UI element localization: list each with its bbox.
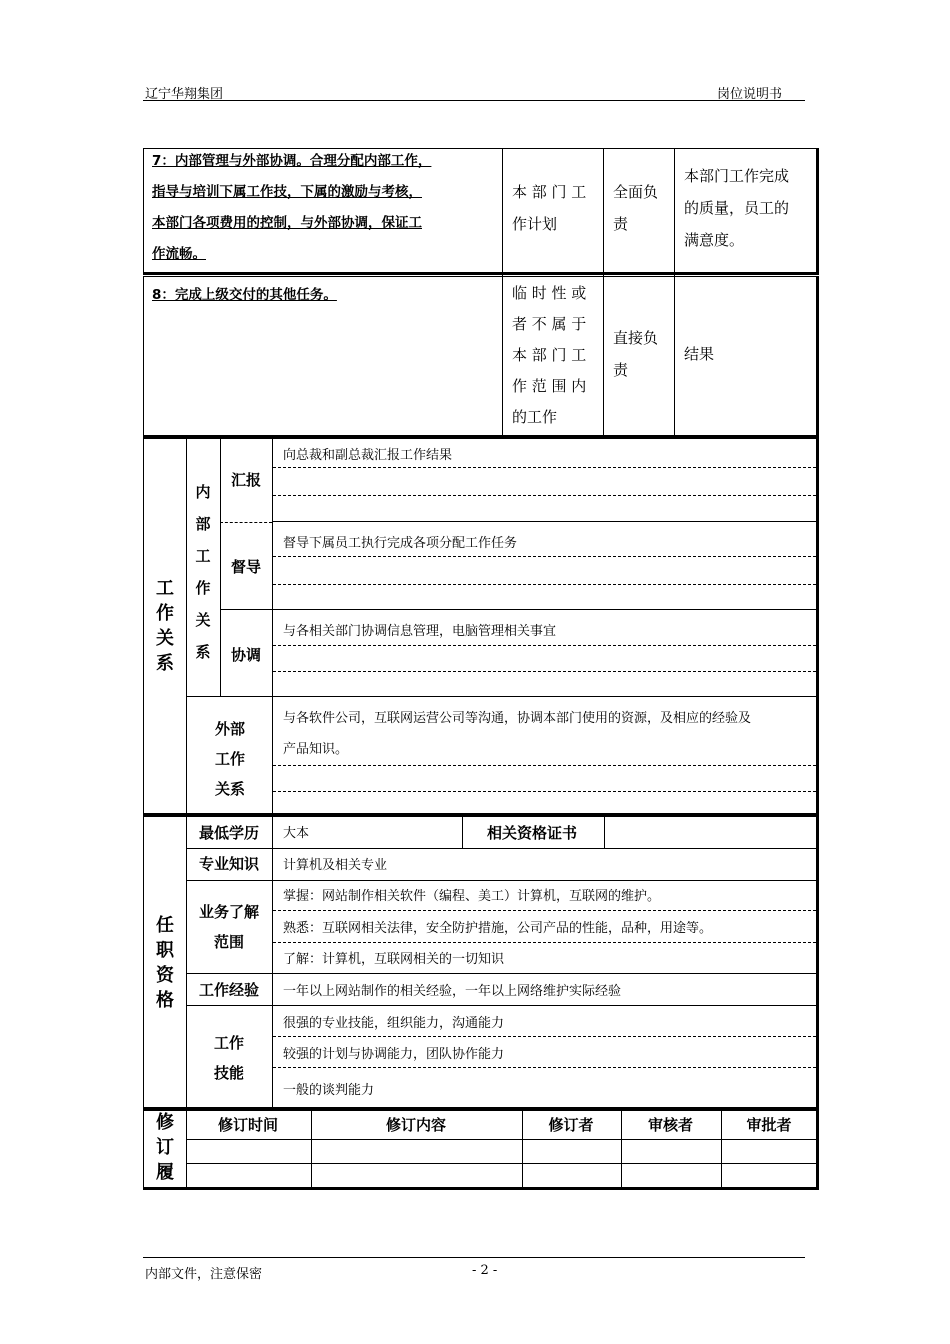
coordinate-label: 协调 [230,646,261,664]
duty-8-basis: 临 时 性 或 者 不 属 于 本 部 门 工 作 范 围 内 的工作 [512,284,587,426]
revision-section-label: 修 订 履 [156,1112,174,1183]
relations-section-label: 工 作 关 系 [156,578,174,674]
external-relations-label: 外部 工作 关系 [214,720,245,798]
business-scope-understand: 了解：计算机，互联网相关的一切知识 [283,952,505,967]
education-value: 大本 [283,826,310,841]
header-doc-title: 岗位说明书 [717,87,783,102]
duty-8-text: 8：完成上级交付的其他任务。 [152,287,337,303]
duty-8-responsibility: 直接负 责 [613,329,659,379]
coordinate-text: 与各相关部门协调信息管理，电脑管理相关事宜 [283,624,557,639]
qualifications-section-label: 任 职 资 格 [156,915,174,1011]
duty-8-standard: 结果 [684,345,715,363]
knowledge-label: 专业知识 [198,855,259,873]
internal-relations-label: 内 部 工 作 关 系 [195,483,211,661]
external-text-line-1: 与各软件公司，互联网运营公司等沟通，协调本部门使用的资源，及相应的经验及 [283,711,752,726]
business-scope-master: 掌握：网站制作相关软件（编程、美工）计算机，互联网的维护。 [283,889,661,904]
revision-col-time: 修订时间 [217,1116,278,1134]
duty-7-text: 7：内部管理与外部协调。合理分配内部工作， 指导与培训下属工作技，下属的激励与考核， 本部门各项费用的控制，与外部协调，保证工 作流畅。 [152,153,432,262]
revision-col-approver: 审批者 [746,1116,792,1134]
revision-col-content: 修订内容 [385,1116,446,1134]
duty-7-basis: 本 部 门 工 作计划 [512,183,587,233]
page-number: - 2 - [472,1263,498,1278]
skills-line-1: 很强的专业技能，组织能力，沟通能力 [283,1016,505,1031]
report-text: 向总裁和副总裁汇报工作结果 [283,448,453,463]
duty-7-responsibility: 全面负 责 [613,183,659,233]
skills-line-3: 一般的谈判能力 [283,1083,375,1098]
certificate-label: 相关资格证书 [486,824,577,842]
skills-line-2: 较强的计划与协调能力，团队协作能力 [283,1047,505,1062]
footer-rule [143,1257,805,1258]
footer-confidential: 内部文件，注意保密 [145,1267,263,1282]
skills-label: 工作 技能 [213,1034,244,1082]
experience-value: 一年以上网站制作的相关经验，一年以上网络维护实际经验 [283,984,622,999]
experience-label: 工作经验 [198,981,259,999]
business-scope-familiar: 熟悉：互联网相关法律，安全防护措施，公司产品的性能，品种，用途等。 [283,921,713,936]
header-company: 辽宁华翔集团 [145,87,224,102]
header-rule [143,100,805,101]
revision-col-reviser: 修订者 [548,1116,594,1134]
report-label: 汇报 [230,471,261,489]
supervise-text: 督导下属员工执行完成各项分配工作任务 [283,536,518,551]
knowledge-value: 计算机及相关专业 [283,858,388,873]
revision-col-reviewer: 审核者 [647,1116,693,1134]
duty-7-standard: 本部门工作完成 的质量，员工的 满意度。 [684,167,790,249]
supervise-label: 督导 [230,558,261,576]
external-text-line-2: 产品知识。 [283,742,349,757]
business-scope-label: 业务了解 范围 [198,903,259,951]
education-label: 最低学历 [198,824,259,842]
